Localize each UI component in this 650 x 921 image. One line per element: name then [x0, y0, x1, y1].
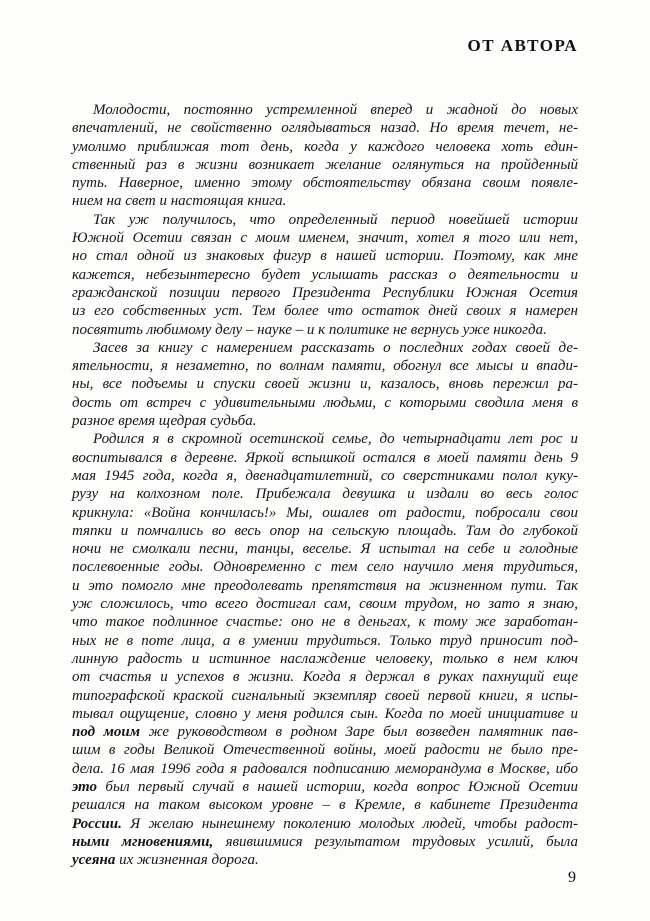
text-segment: типографской краской сигнальный экземпляр своей первой книги, я испы-: [72, 687, 578, 704]
text-line: [72, 650, 578, 668]
text-line: [72, 156, 578, 174]
text-line: [72, 192, 578, 210]
text-segment: Я желаю нынешнему поколению молодых людей, чтобы радост-: [130, 815, 579, 832]
text-line: [72, 412, 578, 430]
text-segment: дость от встреч с удивительными людьми, с которыми сводила меня в: [72, 394, 578, 411]
text-segment: кажется, небезынтересно будет услышать рассказ о деятельности и: [72, 266, 578, 283]
text-line: [72, 815, 578, 833]
page-number: 9: [568, 869, 576, 886]
text-line: [72, 211, 578, 229]
text-segment: рузу на колхозном поле. Прибежала девушка и издали во весь голос: [72, 486, 578, 503]
text-segment: от счастья и успехов в жизни. Когда я держал в руках пахнущий еще: [72, 669, 578, 686]
text-segment: явившимися результатом трудовых усилий, была: [225, 833, 579, 850]
text-line: [72, 339, 578, 357]
text-segment: уж сложилось, что всего достигал сам, своим трудом, но зато я знаю,: [72, 596, 578, 613]
text-line: [72, 394, 578, 412]
text-line: [72, 138, 578, 156]
text-segment: Молодости, постоянно устремленной вперед и жадной до новых: [93, 102, 578, 118]
emphasized-text: под моим: [72, 724, 149, 741]
text-line: [72, 687, 578, 705]
text-line: [72, 741, 578, 759]
text-segment: тяпки и помчались во весь опор на сельскую площадь. Там до глубокой: [72, 522, 578, 539]
text-segment: ночи не смолкали песни, танцы, веселье. Я испытал на себе и голодные: [72, 541, 578, 558]
text-segment: и это помогло мне преодолевать препятствия на жизненном пути. Так: [72, 577, 578, 594]
text-line: [72, 302, 578, 320]
text-line: [72, 321, 578, 339]
text-line: [72, 632, 578, 650]
text-line: [72, 595, 578, 613]
text-line: [72, 522, 578, 540]
text-line: [72, 430, 578, 448]
text-line: [72, 613, 578, 631]
text-segment: посвятить любимому делу – науке – и к политике не вернусь уже никогда.: [72, 321, 547, 338]
text-line: [72, 668, 578, 686]
text-line: [72, 760, 578, 778]
text-segment: разное время щедрая судьба.: [72, 413, 257, 430]
text-segment: крикнула: «Война кончилась!» Мы, ошалев от радости, побросали свои: [72, 504, 578, 521]
text-line: [72, 851, 578, 869]
text-segment: же руководством в родном Заре был возведен памятник пав-: [148, 724, 578, 741]
text-line: [72, 375, 578, 393]
text-line: [72, 174, 578, 192]
emphasized-text: это: [72, 778, 106, 795]
text-segment: мая 1945 года, когда я, двенадцатилетний, со сверстниками полол куку-: [72, 467, 578, 484]
text-segment: был первый случай в нашей истории, когда вопрос Южной Осетии: [105, 778, 579, 795]
text-line: [72, 540, 578, 558]
text-line: [72, 833, 578, 851]
text-segment: Родился я в скромной осетинской семье, до четырнадцати лет рос и: [93, 431, 578, 448]
text-segment: из его собственных уст. Тем более что остаток дней своих я намерен: [72, 303, 578, 320]
text-segment: что такое подлинное счастье: оно не в деньгах, к тому же заработан-: [72, 614, 578, 631]
text-line: [72, 357, 578, 375]
text-segment: их жизненная дорога.: [119, 852, 259, 869]
text-segment: дела. 16 мая 1996 года я радовался подписанию меморандума в Москве, ибо: [72, 760, 578, 777]
emphasized-text: ными мгновениями,: [72, 833, 226, 850]
text-line: [72, 705, 578, 723]
text-segment: гражданской позиции первого Президента Республики Южная Осетия: [72, 284, 578, 301]
text-line: [72, 504, 578, 522]
text-segment: ственный раз в жизни возникает желание оглянуться на пройденный: [72, 156, 578, 173]
emphasized-text: усеяна: [72, 852, 120, 869]
paragraph: [72, 430, 578, 869]
text-segment: путь. Наверное, именно этому обстоятельству обязана своим появле-: [72, 175, 578, 192]
text-line: [72, 723, 578, 741]
text-line: [72, 449, 578, 467]
text-segment: Засев за книгу с намерением рассказать о последних годах своей де-: [93, 339, 578, 356]
text-segment: Так уж получилось, что определенный период новейшей истории: [93, 211, 578, 228]
text-segment: решался на таком высоком уровне – в Кремле, в кабинете Президента: [72, 797, 578, 814]
text-line: [72, 467, 578, 485]
paragraph: [72, 339, 578, 430]
text-segment: шим в годы Великой Отечественной войны, моей радости не было пре-: [72, 742, 578, 759]
text-line: [72, 558, 578, 576]
paragraph: [72, 101, 578, 211]
text-line: [72, 577, 578, 595]
text-line: [72, 284, 578, 302]
body-text: [72, 101, 578, 869]
text-line: [72, 778, 578, 796]
text-line: [72, 485, 578, 503]
emphasized-text: России.: [72, 815, 131, 832]
text-segment: умолимо приближая тот день, когда у каждого человека хоть един-: [72, 138, 578, 155]
text-line: [72, 266, 578, 284]
text-segment: линную радость и истинное наслаждение человеку, только в нем ключ: [72, 650, 578, 667]
chapter-title: ОТ АВТОРА: [467, 36, 578, 55]
text-segment: ны, все подъемы и спуски своей жизни и, казалось, вновь пережил ра-: [72, 376, 578, 393]
text-line: [72, 101, 578, 119]
text-line: [72, 119, 578, 137]
text-segment: ятельности, я незаметно, по волнам памяти, обогнул все мысы и впади-: [72, 358, 578, 375]
text-segment: но стал одной из знаковых фигур в нашей истории. Поэтому, как мне: [72, 248, 578, 265]
text-segment: Южной Осетии связан с моим именем, значит, хотел я того или нет,: [72, 230, 578, 247]
text-line: [72, 796, 578, 814]
text-segment: воспитывался в деревне. Яркой вспышкой остался в моей памяти день 9: [72, 449, 578, 466]
text-segment: ных не в поте лица, а в умении трудиться. Только труд приносит под-: [72, 632, 578, 649]
text-segment: тывал ощущение, словно у меня родился сын. Когда по моей инициативе и: [72, 705, 578, 722]
text-segment: впечатлений, не свойственно оглядываться назад. Но время течет, не-: [72, 120, 578, 137]
text-line: [72, 229, 578, 247]
paragraph: [72, 211, 578, 339]
text-line: [72, 247, 578, 265]
text-segment: послевоенные годы. Одновременно с тем село научило меня трудиться,: [72, 559, 578, 576]
text-segment: нием на свет и настоящая книга.: [72, 193, 287, 210]
